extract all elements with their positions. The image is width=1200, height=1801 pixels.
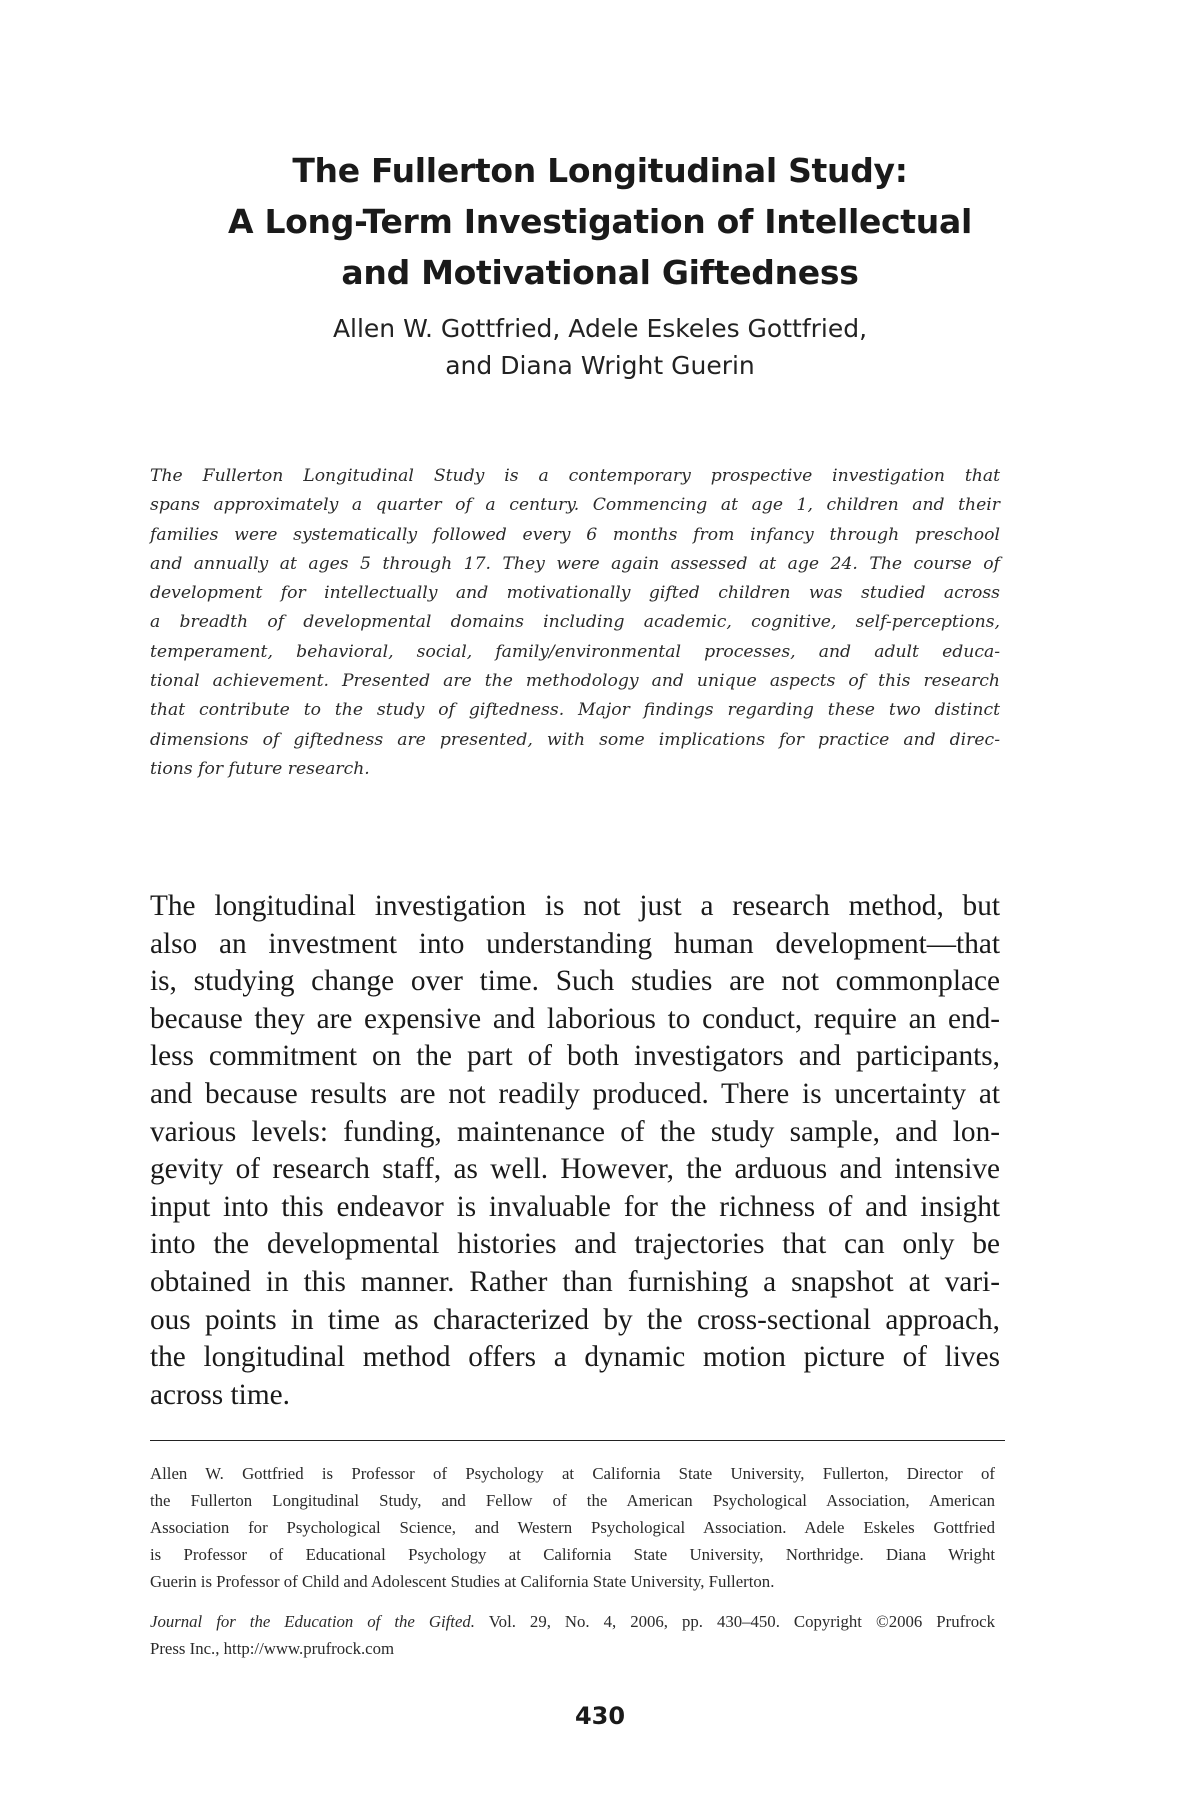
abstract-line: tions for future research. (150, 758, 370, 779)
body-line: gevity of research staff, as well. However, the arduous and intensive (150, 1153, 1000, 1186)
body-line: across time. (150, 1378, 290, 1411)
author-line: and Diana Wright Guerin (445, 351, 755, 380)
article-title (150, 145, 1050, 298)
abstract-line: temperament, behavioral, social, family/environmental processes, and adult educa- (150, 641, 1000, 662)
citation-details: Vol. 29, No. 4, 2006, pp. 430–450. Copyright ©2006 Prufrock (475, 1612, 996, 1631)
body-line: input into this endeavor is invaluable for the richness of and insight (150, 1190, 1000, 1223)
abstract-line: development for intellectually and motivationally gifted children was studied across (150, 583, 1000, 604)
footnote-line: is Professor of Educational Psychology at California State University, Northridge. Diana Wright (150, 1545, 995, 1564)
body-paragraph (150, 888, 1000, 1414)
citation-publisher: Press Inc., http://www.prufrock.com (150, 1639, 395, 1658)
abstract-line: dimensions of giftedness are presented, with some implications for practice and direc- (150, 729, 1000, 750)
body-line: and because results are not readily produced. There is uncertainty at (150, 1077, 1000, 1110)
journal-name: Journal for the Education of the Gifted. (150, 1612, 476, 1631)
body-line: obtained in this manner. Rather than furnishing a snapshot at vari- (150, 1265, 1000, 1298)
body-line: is, studying change over time. Such studies are not commonplace (150, 965, 1000, 998)
body-line: ous points in time as characterized by the cross-sectional approach, (150, 1303, 1000, 1336)
body-line: less commitment on the part of both investigators and participants, (150, 1040, 1000, 1073)
abstract (150, 462, 1000, 784)
abstract-line: that contribute to the study of giftedness. Major findings regarding these two distinct (150, 700, 1000, 721)
body-line: into the developmental histories and trajectories that can only be (150, 1228, 1000, 1261)
title-line: The Fullerton Longitudinal Study: (292, 151, 908, 190)
body-line: because they are expensive and laborious to conduct, require an end- (150, 1002, 1000, 1035)
author-list (150, 310, 1050, 384)
body-line: the longitudinal method offers a dynamic motion picture of lives (150, 1341, 1000, 1374)
footnote-line: the Fullerton Longitudinal Study, and Fellow of the American Psychological Association, American (150, 1491, 995, 1510)
abstract-line: tional achievement. Presented are the methodology and unique aspects of this research (150, 671, 1000, 692)
abstract-line: spans approximately a quarter of a century. Commencing at age 1, children and their (150, 495, 1000, 516)
body-line: The longitudinal investigation is not just a research method, but (150, 890, 1000, 922)
title-line: A Long-Term Investigation of Intellectual (228, 202, 972, 241)
footnote-line: Association for Psychological Science, and Western Psychological Association. Adele Eskeles Gottfried (150, 1518, 995, 1537)
author-footnote (150, 1460, 995, 1595)
abstract-line: families were systematically followed every 6 months from infancy through preschool (150, 524, 1000, 545)
page-number: 430 (574, 1702, 626, 1730)
abstract-line: The Fullerton Longitudinal Study is a contemporary prospective investigation that (150, 466, 1000, 486)
journal-citation (150, 1608, 995, 1662)
body-line: various levels: funding, maintenance of the study sample, and lon- (150, 1115, 1000, 1148)
citation-line (150, 1608, 995, 1635)
footnote-line: Guerin is Professor of Child and Adolescent Studies at California State University, Fullerton. (150, 1572, 775, 1591)
body-line: also an investment into understanding human development—that (150, 927, 1000, 960)
author-line: Allen W. Gottfried, Adele Eskeles Gottfried, (332, 314, 868, 343)
abstract-line: a breadth of developmental domains including academic, cognitive, self-perceptions, (150, 612, 1000, 633)
footnote-divider (150, 1440, 1005, 1441)
footnote-line: Allen W. Gottfried is Professor of Psychology at California State University, Fullerton, Director of (150, 1464, 995, 1483)
title-line: and Motivational Giftedness (341, 253, 859, 292)
abstract-line: and annually at ages 5 through 17. They were again assessed at age 24. The course of (150, 553, 1000, 574)
